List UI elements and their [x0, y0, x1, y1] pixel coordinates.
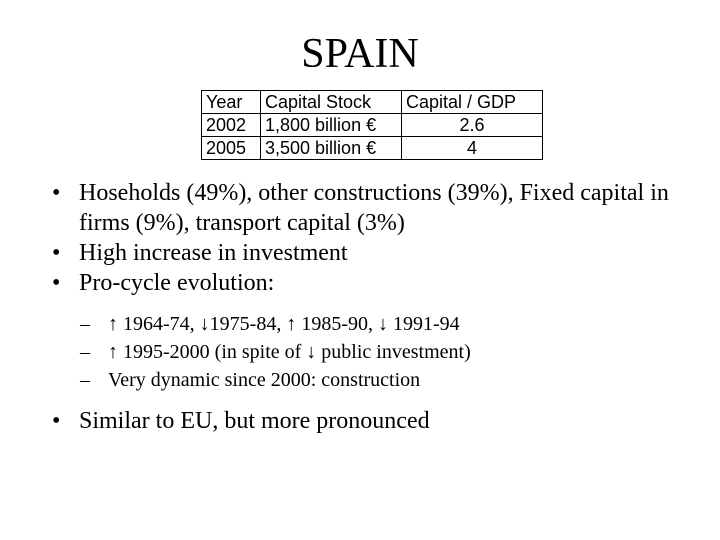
sub-bullet-marker: – — [80, 369, 90, 391]
sub-bullet-marker: – — [80, 341, 90, 363]
cell-capital-stock: 1,800 billion € — [261, 114, 402, 137]
bullet-list — [52, 178, 692, 436]
cell-capital-gdp: 4 — [402, 137, 543, 160]
bullet-text: Hoseholds (49%), other constructions (39%), Fixed capital in firms (9%), transport capital (3%) — [79, 180, 669, 236]
page-title: SPAIN — [301, 31, 419, 77]
table-row — [202, 137, 543, 160]
bullet-marker: • — [52, 408, 61, 434]
sub-bullet-item — [52, 338, 692, 366]
bullet-item — [52, 178, 692, 238]
header-year: Year — [202, 91, 261, 114]
bullet-text: Similar to EU, but more pronounced — [79, 408, 430, 434]
sub-bullet-text: ↑ 1964-74, ↓1975-84, ↑ 1985-90, ↓ 1991-94 — [108, 313, 460, 335]
bullet-marker: • — [52, 180, 61, 206]
bullet-text: Pro-cycle evolution: — [79, 270, 275, 296]
bullet-item — [52, 268, 692, 298]
table-header-row — [202, 91, 543, 114]
header-capital-stock: Capital Stock — [261, 91, 402, 114]
cell-year: 2005 — [202, 137, 261, 160]
sub-bullet-text: Very dynamic since 2000: construction — [108, 369, 421, 391]
cell-capital-gdp: 2.6 — [402, 114, 543, 137]
cell-capital-stock: 3,500 billion € — [261, 137, 402, 160]
sub-bullet-list — [52, 310, 692, 394]
bullet-marker: • — [52, 270, 61, 296]
sub-bullet-text: ↑ 1995-2000 (in spite of ↓ public investment) — [108, 341, 471, 363]
sub-bullet-item — [52, 366, 692, 394]
bullet-item — [52, 406, 692, 436]
sub-bullet-marker: – — [80, 313, 90, 335]
bullet-text: High increase in investment — [79, 240, 348, 266]
table-row — [202, 114, 543, 137]
cell-year: 2002 — [202, 114, 261, 137]
bullet-marker: • — [52, 240, 61, 266]
header-capital-gdp: Capital / GDP — [402, 91, 543, 114]
bullet-item — [52, 238, 692, 268]
sub-bullet-item — [52, 310, 692, 338]
capital-table — [201, 90, 543, 160]
